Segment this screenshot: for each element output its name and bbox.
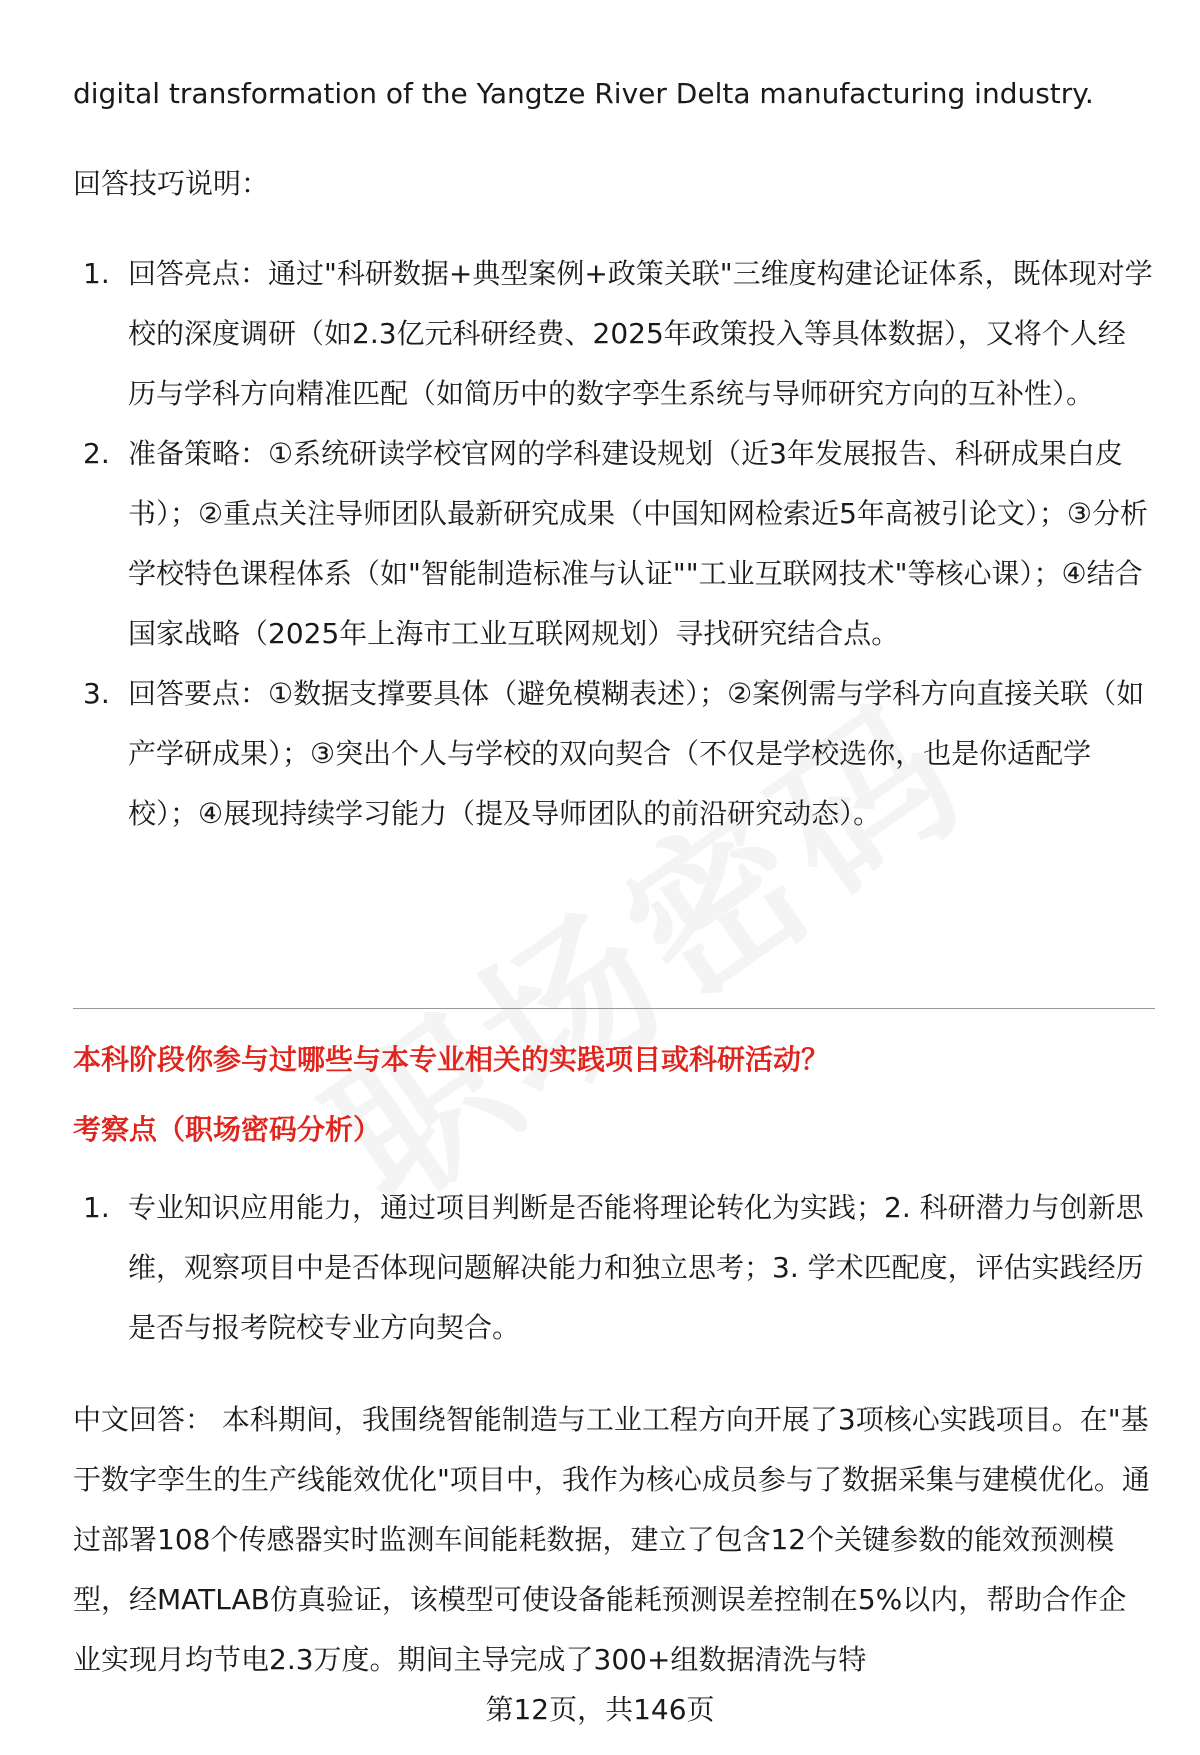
list-item: [73, 424, 1153, 664]
list-item-text: 回答亮点：通过"科研数据+典型案例+政策关联"三维度构建论证体系，既体现对学校的深度调研（如2.3亿元科研经费、2025年政策投入等具体数据），又将个人经历与学科方向精准匹配（如简历中的数字孪生系统与导师研究方向的互补性）。: [128, 257, 1153, 410]
list-item: [73, 244, 1153, 424]
list-item: [73, 1178, 1153, 1358]
list-item-text: 回答要点：①数据支撑要具体（避免模糊表述）；②案例需与学科方向直接关联（如产学研成果）；③突出个人与学校的双向契合（不仅是学校选你，也是你适配学校）；④展现持续学习能力（提及导师团队的前沿研究动态）。: [128, 677, 1145, 830]
intro-line: digital transformation of the Yangtze River Delta manufacturing industry.: [73, 77, 1094, 110]
tips-list: [73, 244, 1153, 844]
exam-points-list: [73, 1178, 1153, 1358]
exam-points-heading: 考察点（职场密码分析）: [73, 1113, 382, 1146]
question-heading: 本科阶段你参与过哪些与本专业相关的实践项目或科研活动？: [73, 1043, 830, 1076]
answer-text: 本科期间，我围绕智能制造与工业工程方向开展了3项核心实践项目。在"基于数字孪生的生产线能效优化"项目中，我作为核心成员参与了数据采集与建模优化。通过部署108个传感器实时监测车间能耗数据，建立了包含12个关键参数的能效预测模型，经MATLAB仿真验证，该模型可使设备能耗预测误差控制在5%以内，帮助合作企业实现月均节电2.3万度。期间主导完成了300+组数据清洗与特: [73, 1403, 1150, 1676]
page-footer: 第12页，共146页: [485, 1693, 715, 1726]
answer-paragraph: [73, 1390, 1153, 1690]
answer-label: 中文回答：: [73, 1403, 214, 1436]
list-item-text: 准备策略：①系统研读学校官网的学科建设规划（近3年发展报告、科研成果白皮书）；②重点关注导师团队最新研究成果（中国知网检索近5年高被引论文）；③分析学校特色课程体系（如"智能制造标准与认证""工业互联网技术"等核心课）；④结合国家战略（2025年上海市工业互联网规划）寻找研究结合点。: [128, 437, 1149, 650]
tips-label: 回答技巧说明：: [73, 167, 270, 200]
list-number: 1.: [83, 257, 110, 290]
list-item: [73, 664, 1153, 844]
list-number: 1.: [83, 1191, 110, 1224]
list-number: 2.: [83, 437, 110, 470]
list-number: 3.: [83, 677, 110, 710]
list-item-text: 专业知识应用能力，通过项目判断是否能将理论转化为实践；2. 科研潜力与创新思维，观察项目中是否体现问题解决能力和独立思考；3. 学术匹配度，评估实践经历是否与报考院校专业方向契合。: [128, 1191, 1144, 1344]
section-divider: [73, 1008, 1155, 1009]
